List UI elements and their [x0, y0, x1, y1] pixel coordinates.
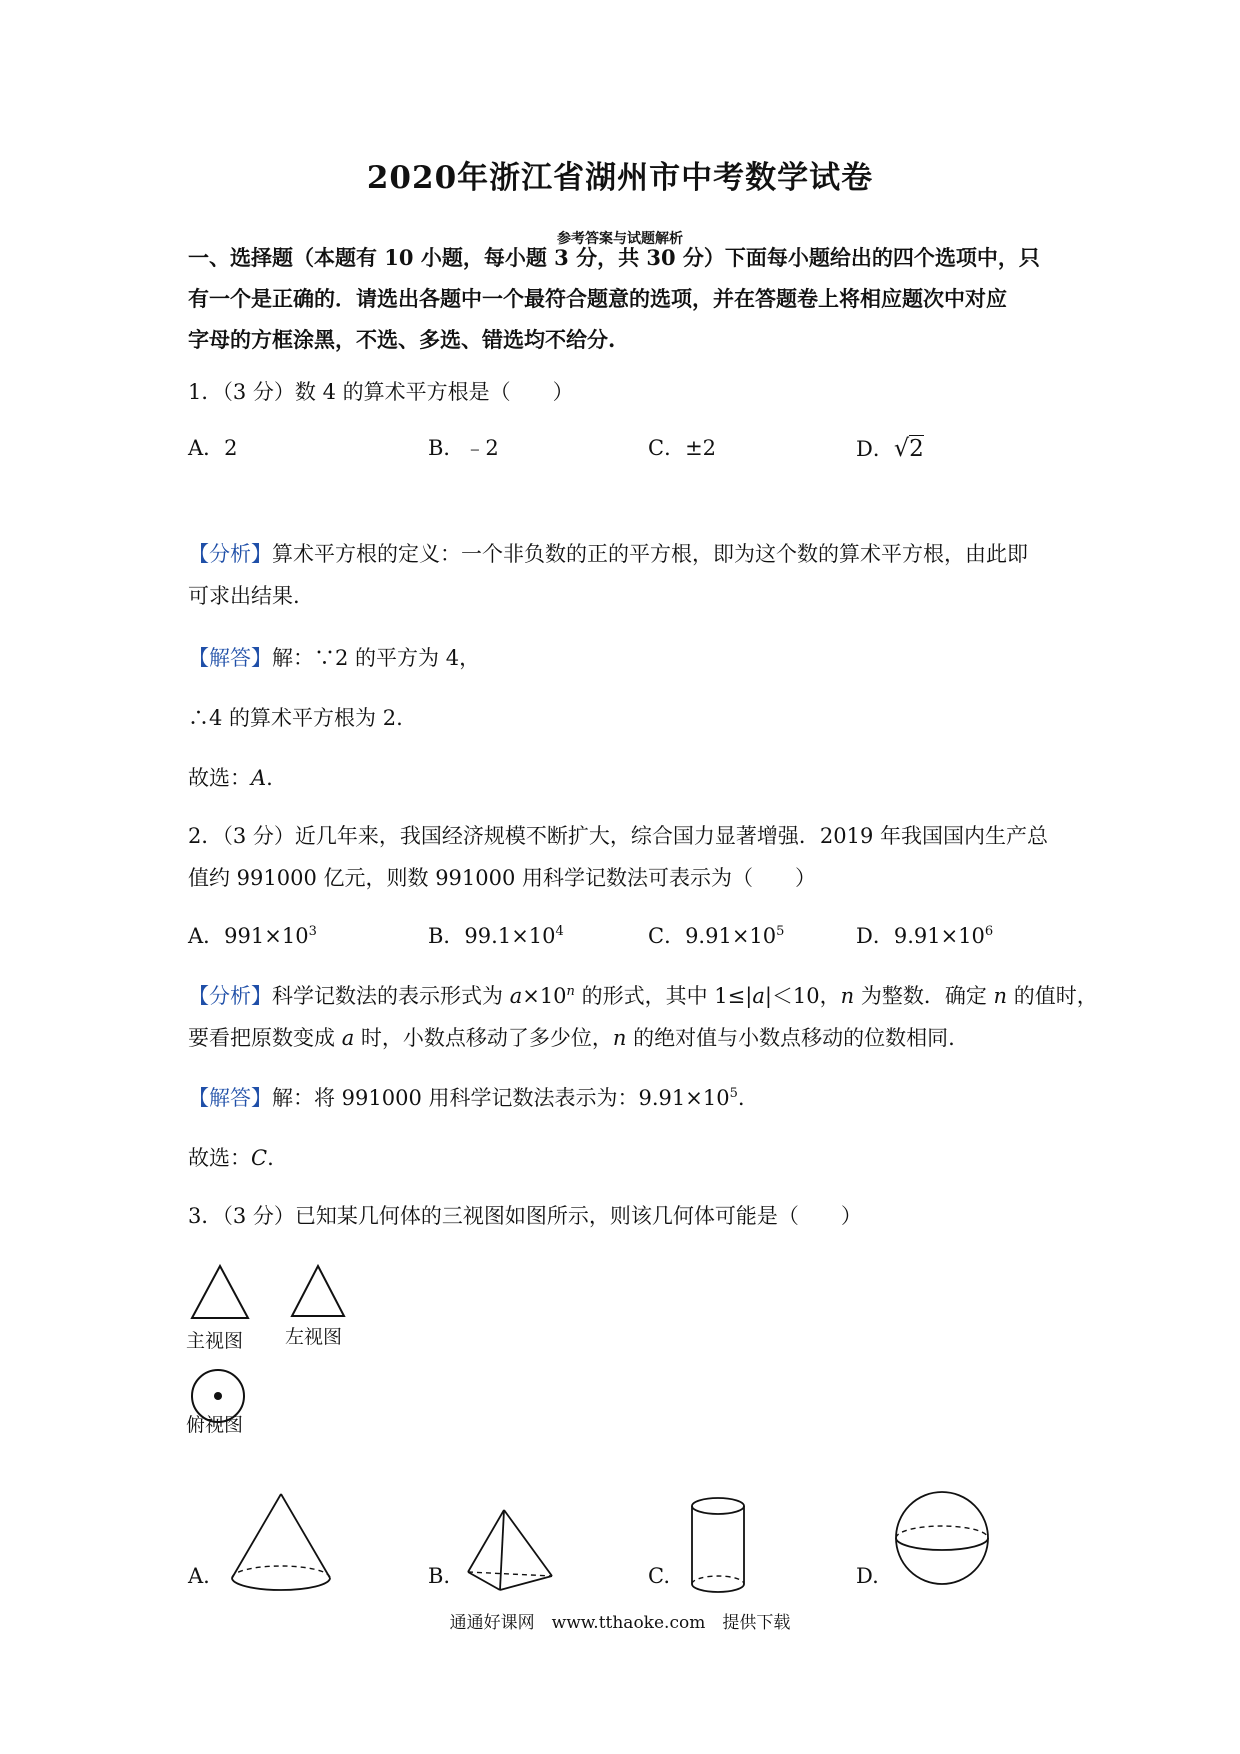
q2-option-b-exp: 4	[555, 924, 564, 939]
q2-option-d-exp: 6	[984, 924, 994, 939]
q2-answer-end: .	[737, 1086, 745, 1110]
q2-analysis2-var-n: n	[612, 1026, 627, 1050]
sphere-icon	[890, 1486, 994, 1590]
q1-option-d-label: D．	[856, 437, 894, 461]
q1-therefore-line: ∴4 的算术平方根为 2.	[188, 706, 403, 730]
q1-option-b: B．﹣2	[428, 436, 499, 460]
q2-answer-exp: 5	[729, 1086, 738, 1101]
left-view-label: 左视图	[285, 1326, 343, 1348]
q2-choice-line	[188, 1144, 274, 1172]
q1-answer-text: 解：∵2 的平方为 4，	[272, 646, 481, 670]
q2-analysis-tag: 【分析】	[188, 984, 272, 1008]
q2-analysis-exp-n: n	[566, 984, 575, 999]
section-intro-line-1: 一、选择题（本题有 10 小题，每小题 3 分，共 30 分）下面每小题给出的四个选项中，只	[188, 245, 1040, 270]
q1-analysis-text: 算术平方根的定义：一个非负数的正的平方根，即为这个数的算术平方根，由此即	[272, 542, 1028, 566]
q2-option-c-base: C．9.91×10	[648, 924, 777, 948]
q1-option-c: C．±2	[648, 436, 717, 460]
q2-option-a-base: A．991×10	[188, 924, 309, 948]
q2-option-a-exp: 3	[308, 924, 317, 939]
q1-choice-prefix: 故选：	[188, 766, 251, 790]
pyramid-icon	[462, 1506, 558, 1596]
front-view-triangle	[188, 1262, 252, 1322]
q2-choice-prefix: 故选：	[188, 1146, 251, 1170]
cone-icon	[226, 1490, 336, 1600]
q2-analysis-var-n: n	[840, 984, 855, 1008]
page-footer: 通通好课网 www.tthaoke.com 提供下载	[449, 1613, 791, 1633]
q2-choice-suffix: .	[267, 1146, 274, 1170]
q2-analysis-var-a: a	[509, 984, 523, 1008]
q3-option-c-label: C.	[648, 1564, 670, 1588]
page-subtitle: 参考答案与试题解析	[557, 231, 683, 247]
q2-answer-line	[188, 1084, 745, 1112]
q2-answer-text: 解：将 991000 用科学记数法表示为：9.91×10	[272, 1086, 730, 1110]
q1-choice-letter: A	[251, 766, 267, 790]
q2-option-b	[428, 922, 564, 950]
q2-option-a	[188, 922, 317, 950]
q1-option-d	[856, 434, 924, 463]
q2-analysis-var-a2: a	[752, 984, 765, 1008]
q2-answer-tag: 【解答】	[188, 1086, 272, 1110]
left-view-triangle	[288, 1262, 348, 1320]
q3-option-d-label: D.	[856, 1564, 879, 1588]
q2-analysis-text-f: 的值时，	[1007, 984, 1098, 1008]
q2-option-c	[648, 922, 784, 950]
q3-stem: 3．（3 分）已知某几何体的三视图如图所示，则该几何体可能是（ ）	[188, 1204, 862, 1228]
q1-answer-tag: 【解答】	[188, 646, 272, 670]
q2-analysis-var-n2: n	[993, 984, 1008, 1008]
q1-answer-line	[188, 644, 480, 672]
cylinder-icon	[686, 1494, 750, 1598]
q2-option-b-base: B．99.1×10	[428, 924, 556, 948]
q2-analysis-text-c: 的形式，其中 1≤|	[574, 984, 753, 1008]
q2-stem-line-2: 值约 991000 亿元，则数 991000 用科学记数法可表示为（ ）	[188, 866, 817, 890]
q2-choice-letter: C	[251, 1146, 268, 1170]
q2-analysis-text-a: 科学记数法的表示形式为	[272, 984, 510, 1008]
q1-analysis-line-1	[188, 540, 1028, 568]
q2-option-c-exp: 5	[776, 924, 785, 939]
section-intro-line-3: 字母的方框涂黑，不选、多选、错选均不给分.	[188, 327, 616, 352]
q2-analysis-text-b: ×10	[522, 984, 567, 1008]
q1-option-d-radicand: 2	[909, 436, 924, 462]
section-intro-line-2: 有一个是正确的．请选出各题中一个最符合题意的选项，并在答题卷上将相应题次中对应	[188, 286, 1007, 311]
q1-option-a: A．2	[188, 436, 238, 460]
q2-analysis-text-e: 为整数．确定	[854, 984, 994, 1008]
q3-option-b-label: B.	[428, 1564, 451, 1588]
q2-stem-line-1: 2．（3 分）近几年来，我国经济规模不断扩大，综合国力显著增强．2019 年我国国内生产总	[188, 824, 1049, 848]
q3-option-a-label: A.	[188, 1564, 210, 1588]
q2-option-d	[856, 922, 993, 950]
page-title: 2020年浙江省湖州市中考数学试卷	[366, 160, 874, 196]
q1-stem: 1．（3 分）数 4 的算术平方根是（ ）	[188, 380, 574, 404]
q2-analysis-line-2	[188, 1024, 955, 1052]
top-view-label: 俯视图	[186, 1414, 244, 1436]
q2-analysis-text-d: |＜10，	[764, 984, 841, 1008]
q2-analysis2-text-a: 要看把原数变成	[188, 1026, 342, 1050]
q2-option-d-base: D．9.91×10	[856, 924, 985, 948]
front-view-label: 主视图	[186, 1330, 244, 1352]
q2-analysis2-text-b: 时，小数点移动了多少位，	[354, 1026, 613, 1050]
q1-choice-line	[188, 764, 273, 792]
q1-analysis-line-2: 可求出结果.	[188, 584, 300, 608]
sqrt-icon: √	[893, 434, 910, 462]
q2-analysis2-text-c: 的绝对值与小数点移动的位数相同.	[626, 1026, 955, 1050]
q1-analysis-tag: 【分析】	[188, 542, 272, 566]
q2-analysis2-var-a: a	[341, 1026, 355, 1050]
q2-analysis-line-1	[188, 982, 1098, 1010]
q1-choice-suffix: .	[266, 766, 273, 790]
